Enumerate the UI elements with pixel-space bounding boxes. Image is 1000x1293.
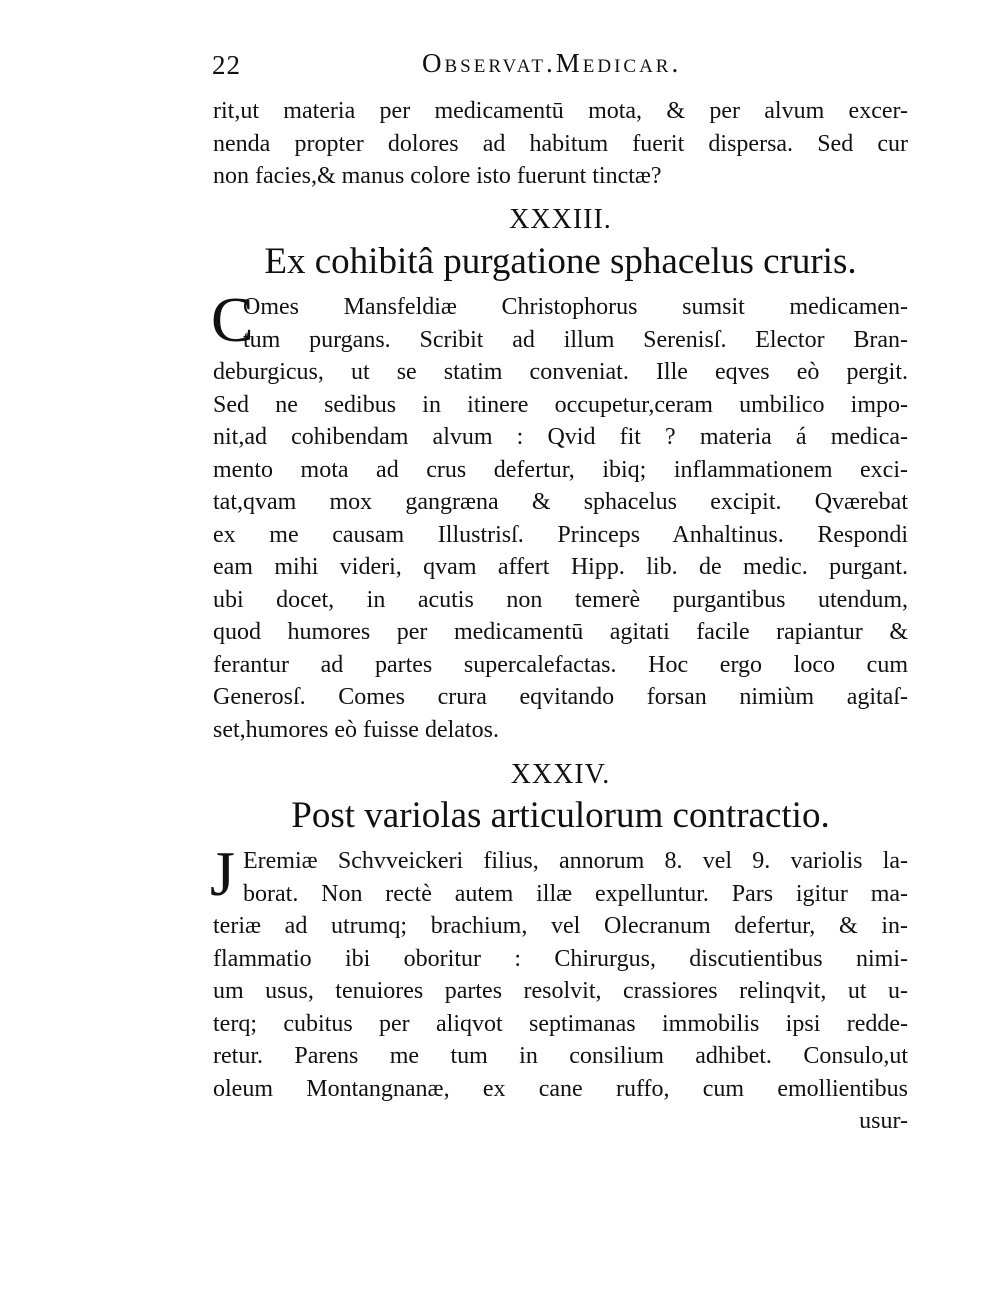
section-title: Ex cohibitâ purgatione sphacelus cruris. <box>264 241 857 282</box>
section-paragraph <box>213 845 908 1138</box>
text-line: Sed ne sedibus in itinere occupetur,ceram umbilico impo- <box>213 391 908 418</box>
text-line: eam mihi videri, qvam affert Hipp. lib. de medic. purgant. <box>213 554 908 580</box>
text-line: Omes Mansfeldiæ Christophorus sumsit medicamen- <box>243 294 908 320</box>
section-paragraph <box>213 291 908 746</box>
text-line: tat,qvam mox gangræna & sphacelus excipit. Qværebat <box>213 489 908 515</box>
intro-paragraph <box>213 95 908 193</box>
page-number: 22 <box>212 50 241 80</box>
section-number: XXXIV. <box>510 759 611 790</box>
section-number: XXXIII. <box>509 204 612 235</box>
text-line: borat. Non rectè autem illæ expelluntur. Pars igitur ma- <box>243 880 908 907</box>
text-line: nit,ad cohibendam alvum : Qvid fit ? materia á medica- <box>213 424 908 450</box>
drop-cap: J <box>210 838 235 909</box>
text-line: mento mota ad crus defertur, ibiq; inflammationem exci- <box>213 456 908 483</box>
text-line: nenda propter dolores ad habitum fuerit dispersa. Sed cur <box>213 130 908 157</box>
text-line: ferantur ad partes supercalefactas. Hoc ergo loco cum <box>213 651 908 678</box>
text-line: terq; cubitus per aliqvot septimanas immobilis ipsi redde- <box>213 1010 908 1037</box>
text-line: Generosſ. Comes crura eqvitando forsan nimiùm agitaſ- <box>213 684 908 710</box>
text-line: ubi docet, in acutis non temerè purgantibus utendum, <box>213 586 908 613</box>
text-line: retur. Parens me tum in consilium adhibet. Consulo,ut <box>213 1043 908 1069</box>
text-line: deburgicus, ut se statim conveniat. Ille eqves eò pergit. <box>213 359 908 385</box>
text-line: teriæ ad utrumq; brachium, vel Olecranum defertur, & in- <box>213 913 908 939</box>
catchword: usur- <box>859 1108 908 1134</box>
text-line: non facies,& manus colore isto fuerunt tinctæ? <box>213 163 662 189</box>
text-line: flammatio ibi oboritur : Chirurgus, discutientibus nimi- <box>213 945 908 972</box>
text-line: ex me causam Illustrisſ. Princeps Anhaltinus. Respondi <box>213 521 908 548</box>
section-title: Post variolas articulorum contractio. <box>291 795 830 836</box>
text-line: oleum Montangnanæ, ex cane ruffo, cum emollientibus <box>213 1075 908 1102</box>
text-line: Eremiæ Schvveickeri filius, annorum 8. vel 9. variolis la- <box>243 848 908 874</box>
text-line: rit,ut materia per medicamentū mota, & per alvum excer- <box>213 98 908 124</box>
text-line: set,humores eò fuisse delatos. <box>213 716 499 743</box>
text-line: tum purgans. Scribit ad illum Serenisſ. Elector Bran- <box>243 326 908 353</box>
running-head <box>212 44 772 84</box>
running-title: Observat.Medicar. <box>422 48 682 78</box>
drop-cap: C <box>211 284 254 355</box>
text-line: um usus, tenuiores partes resolvit, crassiores relinqvit, ut u- <box>213 978 908 1004</box>
text-line: quod humores per medicamentū agitati facile rapiantur & <box>213 619 908 645</box>
